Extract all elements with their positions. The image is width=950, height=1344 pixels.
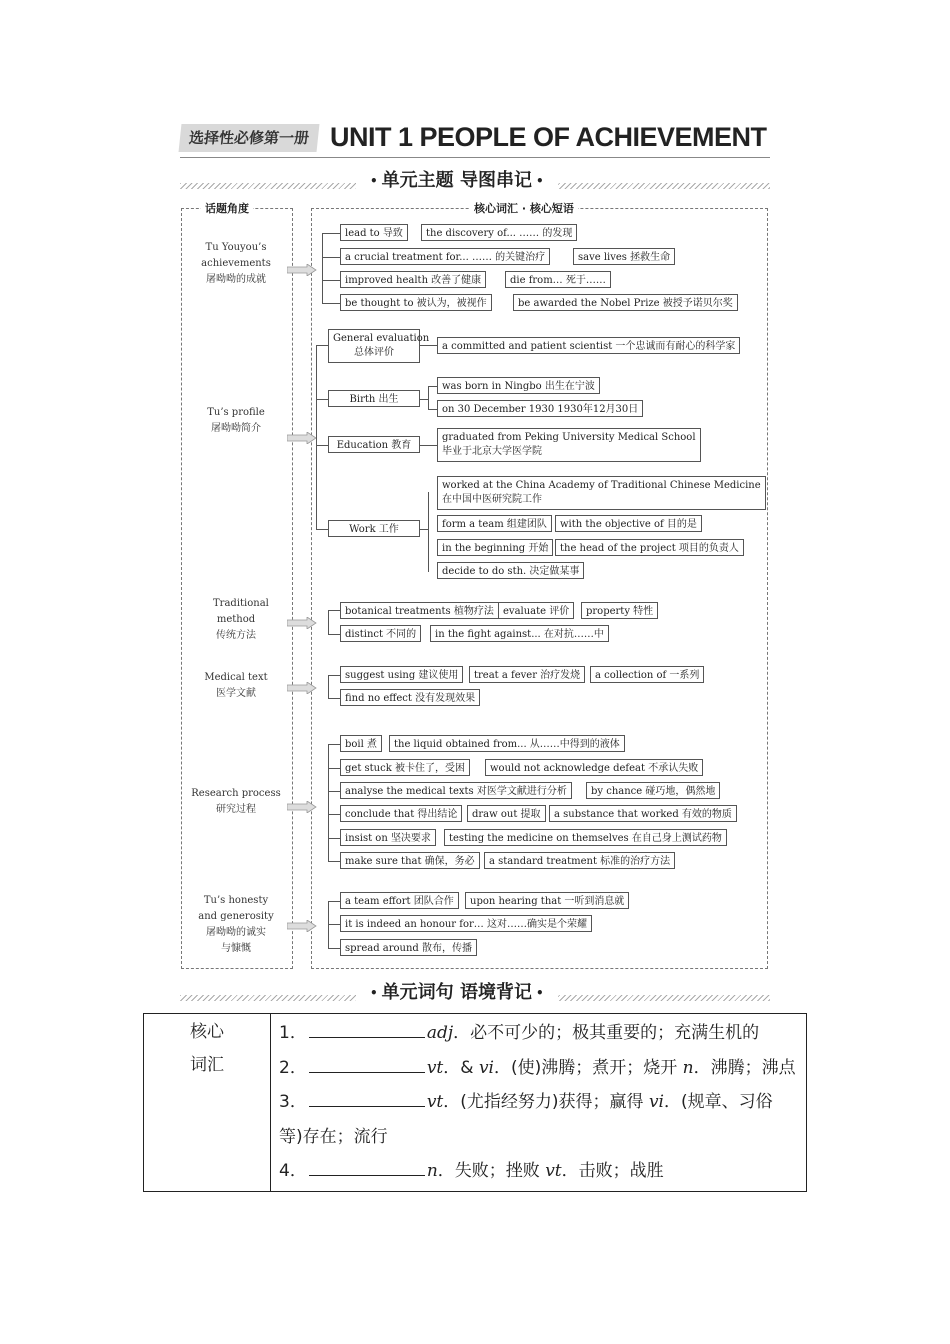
phrase-box: testing the medicine on themselves 在自己身上测试药物 [444, 829, 727, 846]
phrase-box: upon hearing that 一听到消息就 [465, 892, 629, 909]
phrase-box: form a team 组建团队 [437, 515, 552, 532]
answer-blank[interactable] [309, 1155, 425, 1176]
phrase-box: a committed and patient scientist 一个忠诚而有耐心的科学家 [437, 337, 740, 354]
phrase-box: worked at the China Academy of Traditional Chinese Medicine 在中国中医研究院工作 [437, 476, 766, 510]
book-tag: 选择性必修第一册 [179, 124, 320, 152]
topic-profile: Tu’s profile 屠呦呦简介 [207, 407, 265, 434]
phrase-box: find no effect 没有发现效果 [340, 689, 480, 706]
phrase-frame-label: 核心词汇 · 核心短语 [470, 200, 578, 216]
topic-traditional: Traditional method 传统方法 [213, 598, 269, 641]
phrase-box: it is indeed an honour for… 这对……确实是个荣耀 [340, 915, 592, 932]
connector-line [420, 445, 437, 446]
phrase-box: in the fight against... 在对抗……中 [430, 625, 609, 642]
vocab-table [143, 1013, 807, 1192]
phrase-box: conclude that 得出结论 [340, 805, 462, 822]
bracket-line [328, 838, 340, 839]
bracket-line [328, 610, 340, 611]
phrase-box: the liquid obtained from... 从……中得到的液体 [389, 735, 625, 752]
phrase-box: die from… 死于…… [505, 271, 611, 288]
vocab-label: 核心词汇 [144, 1014, 271, 1192]
header-divider [180, 157, 770, 158]
section-title-vocab: • 单元词句 语境背记 • [356, 978, 558, 1004]
phrase-box: a crucial treatment for... …… 的关键治疗 [340, 248, 550, 265]
profile-work: Work 工作 [328, 520, 420, 537]
bracket-line [322, 233, 323, 303]
bracket-line [328, 948, 340, 949]
section-title-mindmap: • 单元主题 导图串记 • [356, 166, 558, 192]
bracket-line [328, 814, 340, 815]
phrase-box: make sure that 确保，务必 [340, 852, 480, 869]
topic-medical: Medical text 医学文献 [204, 672, 268, 699]
phrase-box: the head of the project 项目的负责人 [555, 539, 744, 556]
topic-frame-label: 话题角度 [201, 200, 253, 216]
phrase-box: on 30 December 1930 1930年12月30日 [437, 400, 643, 417]
phrase-box: a standard treatment 标准的治疗方法 [484, 852, 675, 869]
arrow-icon [287, 432, 317, 444]
phrase-box: by chance 碰巧地，偶然地 [586, 782, 720, 799]
bracket-line [328, 791, 340, 792]
phrase-box: the discovery of... …… 的发现 [421, 224, 577, 241]
phrase-box: graduated from Peking University Medical School 毕业于北京大学医学院 [437, 428, 701, 462]
vocab-item-2: 2． vt．& vi．(使)沸腾；煮开；烧开 n．沸腾；沸点 [279, 1051, 796, 1086]
phrase-box: a substance that worked 有效的物质 [549, 805, 737, 822]
topic-honesty: Tu’s honesty and generosity 屠呦呦的诚实与慷慨 [198, 895, 274, 954]
phrase-box: spread around 散布，传播 [340, 939, 477, 956]
arrow-icon [287, 920, 317, 932]
answer-blank[interactable] [309, 1086, 425, 1107]
phrase-box: draw out 提取 [467, 805, 546, 822]
phrase-box: lead to 导致 [340, 224, 408, 241]
vocab-content [271, 1014, 807, 1192]
phrase-box: was born in Ningbo 出生在宁波 [437, 377, 600, 394]
answer-blank[interactable] [309, 1052, 425, 1073]
vocab-item-4: 4． n．失败；挫败 vt．击败；战胜 [279, 1154, 796, 1189]
phrase-box: save lives 拯救生命 [573, 248, 675, 265]
bracket-line [316, 345, 328, 346]
bracket-line [328, 744, 329, 861]
phrase-box: decide to do sth. 决定做某事 [437, 562, 584, 579]
vocab-item-3: 3． vt．(尤指经努力)获得；赢得 vi．(规章、习俗等)存在；流行 [279, 1085, 796, 1154]
phrase-box: be awarded the Nobel Prize 被授予诺贝尔奖 [513, 294, 738, 311]
vocab-item-1: 1． adj．必不可少的；极其重要的；充满生机的 [279, 1016, 796, 1051]
phrase-box: suggest using 建议使用 [340, 666, 463, 683]
bracket-line [328, 861, 340, 862]
bracket-line [328, 610, 329, 634]
bracket-line [316, 529, 328, 530]
arrow-icon [287, 801, 317, 813]
connector-line [428, 386, 437, 387]
phrase-box: improved health 改善了健康 [340, 271, 486, 288]
phrase-box: a collection of 一系列 [590, 666, 704, 683]
bracket-line [316, 399, 328, 400]
profile-education: Education 教育 [328, 436, 420, 453]
bracket-line [328, 675, 340, 676]
bracket-line [322, 303, 340, 304]
topic-achievements: Tu Youyou’s achievements 屠呦呦的成就 [201, 242, 271, 285]
bracket-line [322, 280, 340, 281]
profile-general: General evaluation 总体评价 [328, 329, 420, 363]
phrase-box: botanical treatments 植物疗法 [340, 602, 499, 619]
phrase-box: a team effort 团队合作 [340, 892, 459, 909]
connector-line [420, 345, 437, 346]
phrase-box: be thought to 被认为，被视作 [340, 294, 492, 311]
unit-title: UNIT 1 PEOPLE OF ACHIEVEMENT [330, 122, 767, 152]
phrase-box: boil 煮 [340, 735, 382, 752]
bracket-line [316, 445, 328, 446]
bracket-line [328, 924, 340, 925]
phrase-box: distinct 不同的 [340, 625, 421, 642]
arrow-icon [287, 264, 317, 276]
connector-line [420, 529, 428, 530]
connector-line [428, 409, 437, 410]
phrase-box: with the objective of 目的是 [555, 515, 702, 532]
bracket-line [328, 675, 329, 698]
phrase-box: property 特性 [581, 602, 658, 619]
bracket-line [322, 257, 340, 258]
phrase-box: treat a fever 治疗发烧 [469, 666, 585, 683]
phrase-box: analyse the medical texts 对医学文献进行分析 [340, 782, 572, 799]
bracket-line [316, 345, 317, 529]
phrase-box: insist on 坚决要求 [340, 829, 436, 846]
phrase-box: get stuck 被卡住了，受困 [340, 759, 470, 776]
phrase-box: evaluate 评价 [498, 602, 574, 619]
bracket-line [328, 634, 340, 635]
phrase-box: in the beginning 开始 [437, 539, 553, 556]
phrase-box: would not acknowledge defeat 不承认失败 [485, 759, 703, 776]
bracket-line [328, 768, 340, 769]
bracket-line [328, 698, 340, 699]
topic-frame [181, 208, 293, 969]
bracket-line [322, 233, 340, 234]
answer-blank[interactable] [309, 1017, 425, 1038]
topic-research: Research process 研究过程 [191, 788, 281, 815]
arrow-icon [287, 682, 317, 694]
connector-line [428, 492, 429, 572]
bracket-line [328, 901, 340, 902]
arrow-icon [287, 617, 317, 629]
connector-line [428, 386, 429, 410]
connector-line [420, 399, 428, 400]
bracket-line [328, 744, 340, 745]
profile-birth: Birth 出生 [328, 390, 420, 407]
